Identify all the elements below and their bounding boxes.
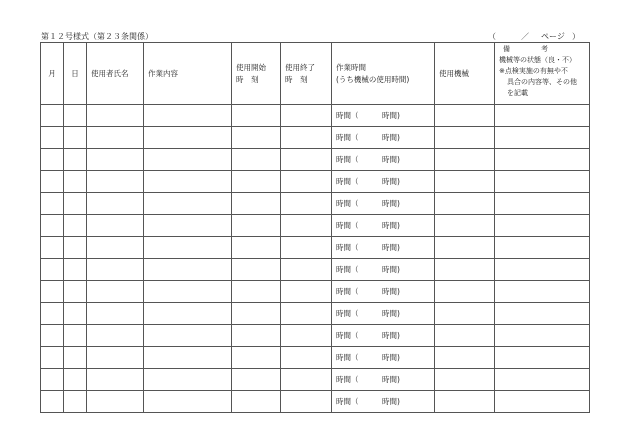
cell-end-time[interactable] — [281, 127, 332, 149]
cell-machine[interactable] — [435, 237, 495, 259]
work-time-machine-hours-label: 時間) — [382, 155, 400, 164]
table-row — [41, 259, 590, 281]
cell-start-time[interactable] — [232, 391, 281, 413]
cell-work-content[interactable] — [144, 325, 232, 347]
machine-usage-log-table — [40, 42, 590, 413]
table-row — [41, 303, 590, 325]
work-hours-line2: (うち機械の使用時間) — [336, 74, 410, 84]
work-time-hours-label: 時間（ — [336, 309, 359, 318]
work-time-hours-label: 時間（ — [336, 397, 359, 406]
work-time-hours-label: 時間（ — [336, 111, 359, 120]
cell-start-time[interactable] — [232, 149, 281, 171]
cell-day[interactable] — [64, 237, 87, 259]
cell-user-name[interactable] — [87, 237, 144, 259]
work-time-cell[interactable] — [332, 215, 435, 237]
cell-month[interactable] — [41, 281, 64, 303]
work-time-hours-label: 時間（ — [336, 133, 359, 142]
work-time-cell[interactable] — [332, 127, 435, 149]
cell-user-name[interactable] — [87, 303, 144, 325]
cell-work-content[interactable] — [144, 303, 232, 325]
cell-remarks[interactable] — [495, 303, 590, 325]
cell-end-time[interactable] — [281, 259, 332, 281]
cell-start-time[interactable] — [232, 281, 281, 303]
work-time-cell[interactable] — [332, 149, 435, 171]
cell-work-content[interactable] — [144, 237, 232, 259]
cell-machine[interactable] — [435, 193, 495, 215]
work-time-machine-hours-label: 時間) — [382, 133, 400, 142]
work-time-cell[interactable] — [332, 171, 435, 193]
cell-month[interactable] — [41, 325, 64, 347]
cell-machine[interactable] — [435, 391, 495, 413]
cell-start-time[interactable] — [232, 127, 281, 149]
work-time-cell[interactable] — [332, 193, 435, 215]
work-time-machine-hours-label: 時間) — [382, 309, 400, 318]
cell-day[interactable] — [64, 369, 87, 391]
cell-remarks[interactable] — [495, 237, 590, 259]
cell-end-time[interactable] — [281, 347, 332, 369]
cell-end-time[interactable] — [281, 193, 332, 215]
table-row — [41, 237, 590, 259]
cell-user-name[interactable] — [87, 281, 144, 303]
cell-remarks[interactable] — [495, 347, 590, 369]
table-row — [41, 193, 590, 215]
cell-remarks[interactable] — [495, 171, 590, 193]
cell-remarks[interactable] — [495, 325, 590, 347]
cell-machine[interactable] — [435, 149, 495, 171]
work-time-machine-hours-label: 時間) — [382, 331, 400, 340]
work-hours-line1: 作業時間 — [336, 62, 366, 72]
work-time-hours-label: 時間（ — [336, 331, 359, 340]
cell-remarks[interactable] — [495, 149, 590, 171]
cell-end-time[interactable] — [281, 215, 332, 237]
cell-work-content[interactable] — [144, 215, 232, 237]
cell-start-time[interactable] — [232, 193, 281, 215]
work-time-hours-label: 時間（ — [336, 287, 359, 296]
cell-start-time[interactable] — [232, 171, 281, 193]
cell-start-time[interactable] — [232, 347, 281, 369]
cell-start-time[interactable] — [232, 303, 281, 325]
col-header-month: 月 — [41, 43, 64, 105]
cell-day[interactable] — [64, 303, 87, 325]
work-time-machine-hours-label: 時間) — [382, 265, 400, 274]
cell-user-name[interactable] — [87, 391, 144, 413]
work-time-machine-hours-label: 時間) — [382, 111, 400, 120]
remarks-title: 備 考 — [503, 45, 560, 53]
cell-remarks[interactable] — [495, 391, 590, 413]
cell-work-content[interactable] — [144, 105, 232, 127]
cell-work-content[interactable] — [144, 391, 232, 413]
remarks-line1: 機械等の状態（良・不） — [499, 56, 576, 64]
cell-remarks[interactable] — [495, 215, 590, 237]
start-time-line2: 時 刻 — [236, 74, 259, 84]
work-time-hours-label: 時間（ — [336, 265, 359, 274]
cell-remarks[interactable] — [495, 281, 590, 303]
cell-work-content[interactable] — [144, 281, 232, 303]
cell-day[interactable] — [64, 281, 87, 303]
work-time-hours-label: 時間（ — [336, 243, 359, 252]
table-row — [41, 281, 590, 303]
work-time-cell[interactable] — [332, 259, 435, 281]
cell-work-content[interactable] — [144, 259, 232, 281]
work-time-cell[interactable] — [332, 105, 435, 127]
remarks-line4: を記載 — [507, 89, 528, 97]
cell-work-content[interactable] — [144, 127, 232, 149]
cell-work-content[interactable] — [144, 149, 232, 171]
cell-month[interactable] — [41, 391, 64, 413]
end-time-line2: 時 刻 — [285, 74, 308, 84]
cell-month[interactable] — [41, 259, 64, 281]
col-header-start-time — [232, 43, 281, 105]
work-time-machine-hours-label: 時間) — [382, 243, 400, 252]
start-time-line1: 使用開始 — [236, 62, 266, 72]
work-time-hours-label: 時間（ — [336, 221, 359, 230]
cell-machine[interactable] — [435, 171, 495, 193]
table-body — [41, 105, 590, 413]
cell-remarks[interactable] — [495, 127, 590, 149]
cell-end-time[interactable] — [281, 105, 332, 127]
work-time-machine-hours-label: 時間) — [382, 221, 400, 230]
cell-end-time[interactable] — [281, 281, 332, 303]
work-time-cell[interactable] — [332, 237, 435, 259]
cell-machine[interactable] — [435, 215, 495, 237]
cell-month[interactable] — [41, 193, 64, 215]
cell-end-time[interactable] — [281, 149, 332, 171]
work-time-machine-hours-label: 時間) — [382, 287, 400, 296]
cell-user-name[interactable] — [87, 347, 144, 369]
table-row — [41, 149, 590, 171]
col-header-machine: 使用機械 — [435, 43, 495, 105]
cell-start-time[interactable] — [232, 237, 281, 259]
cell-start-time[interactable] — [232, 215, 281, 237]
page-indicator-label: ページ — [541, 32, 565, 41]
cell-month[interactable] — [41, 303, 64, 325]
work-time-machine-hours-label: 時間) — [382, 177, 400, 186]
cell-remarks[interactable] — [495, 105, 590, 127]
cell-machine[interactable] — [435, 369, 495, 391]
col-header-work-hours — [332, 43, 435, 105]
cell-month[interactable] — [41, 127, 64, 149]
cell-day[interactable] — [64, 149, 87, 171]
cell-end-time[interactable] — [281, 369, 332, 391]
table-row — [41, 325, 590, 347]
work-time-hours-label: 時間（ — [336, 199, 359, 208]
cell-day[interactable] — [64, 347, 87, 369]
page-indicator-close: ） — [572, 32, 580, 41]
cell-month[interactable] — [41, 171, 64, 193]
cell-remarks[interactable] — [495, 259, 590, 281]
cell-day[interactable] — [64, 105, 87, 127]
work-time-cell[interactable] — [332, 325, 435, 347]
cell-machine[interactable] — [435, 259, 495, 281]
cell-user-name[interactable] — [87, 127, 144, 149]
cell-end-time[interactable] — [281, 325, 332, 347]
cell-month[interactable] — [41, 369, 64, 391]
col-header-work-content: 作業内容 — [144, 43, 232, 105]
table-row — [41, 127, 590, 149]
col-header-day: 日 — [64, 43, 87, 105]
header-row — [41, 43, 590, 105]
table-row — [41, 171, 590, 193]
cell-user-name[interactable] — [87, 369, 144, 391]
work-time-cell[interactable] — [332, 303, 435, 325]
page-indicator-slash: ／ — [521, 32, 529, 41]
cell-start-time[interactable] — [232, 325, 281, 347]
cell-day[interactable] — [64, 215, 87, 237]
cell-start-time[interactable] — [232, 259, 281, 281]
work-time-cell[interactable] — [332, 281, 435, 303]
form-number: 第１２号様式（第２３条関係） — [41, 32, 153, 41]
cell-work-content[interactable] — [144, 347, 232, 369]
cell-day[interactable] — [64, 193, 87, 215]
table-row — [41, 215, 590, 237]
table-row — [41, 369, 590, 391]
work-time-hours-label: 時間（ — [336, 353, 359, 362]
work-time-cell[interactable] — [332, 369, 435, 391]
work-time-hours-label: 時間（ — [336, 155, 359, 164]
work-time-cell[interactable] — [332, 391, 435, 413]
col-header-end-time — [281, 43, 332, 105]
cell-machine[interactable] — [435, 105, 495, 127]
col-header-remarks — [495, 43, 590, 105]
cell-month[interactable] — [41, 347, 64, 369]
table-row — [41, 347, 590, 369]
work-time-cell[interactable] — [332, 347, 435, 369]
cell-end-time[interactable] — [281, 171, 332, 193]
cell-work-content[interactable] — [144, 369, 232, 391]
cell-month[interactable] — [41, 215, 64, 237]
remarks-line2: ※点検実施の有無や不 — [499, 67, 568, 75]
cell-machine[interactable] — [435, 347, 495, 369]
work-time-machine-hours-label: 時間) — [382, 375, 400, 384]
cell-day[interactable] — [64, 325, 87, 347]
cell-end-time[interactable] — [281, 237, 332, 259]
cell-start-time[interactable] — [232, 369, 281, 391]
cell-user-name[interactable] — [87, 105, 144, 127]
end-time-line1: 使用終了 — [285, 62, 315, 72]
cell-machine[interactable] — [435, 325, 495, 347]
cell-machine[interactable] — [435, 303, 495, 325]
cell-user-name[interactable] — [87, 259, 144, 281]
remarks-line3: 具合の内容等、その他 — [507, 78, 577, 86]
cell-user-name[interactable] — [87, 193, 144, 215]
cell-month[interactable] — [41, 237, 64, 259]
work-time-hours-label: 時間（ — [336, 375, 359, 384]
cell-end-time[interactable] — [281, 391, 332, 413]
work-time-machine-hours-label: 時間) — [382, 397, 400, 406]
cell-work-content[interactable] — [144, 171, 232, 193]
cell-user-name[interactable] — [87, 325, 144, 347]
col-header-user-name: 使用者氏名 — [87, 43, 144, 105]
cell-day[interactable] — [64, 391, 87, 413]
cell-end-time[interactable] — [281, 303, 332, 325]
work-time-hours-label: 時間（ — [336, 177, 359, 186]
cell-user-name[interactable] — [87, 171, 144, 193]
cell-work-content[interactable] — [144, 193, 232, 215]
cell-month[interactable] — [41, 105, 64, 127]
cell-day[interactable] — [64, 171, 87, 193]
cell-day[interactable] — [64, 259, 87, 281]
page-indicator-open: （ — [488, 32, 496, 41]
cell-user-name[interactable] — [87, 149, 144, 171]
cell-day[interactable] — [64, 127, 87, 149]
work-time-machine-hours-label: 時間) — [382, 353, 400, 362]
work-time-machine-hours-label: 時間) — [382, 199, 400, 208]
cell-remarks[interactable] — [495, 193, 590, 215]
cell-month[interactable] — [41, 149, 64, 171]
cell-user-name[interactable] — [87, 215, 144, 237]
table-row — [41, 391, 590, 413]
cell-machine[interactable] — [435, 281, 495, 303]
table-row — [41, 105, 590, 127]
cell-machine[interactable] — [435, 127, 495, 149]
cell-remarks[interactable] — [495, 369, 590, 391]
cell-start-time[interactable] — [232, 105, 281, 127]
